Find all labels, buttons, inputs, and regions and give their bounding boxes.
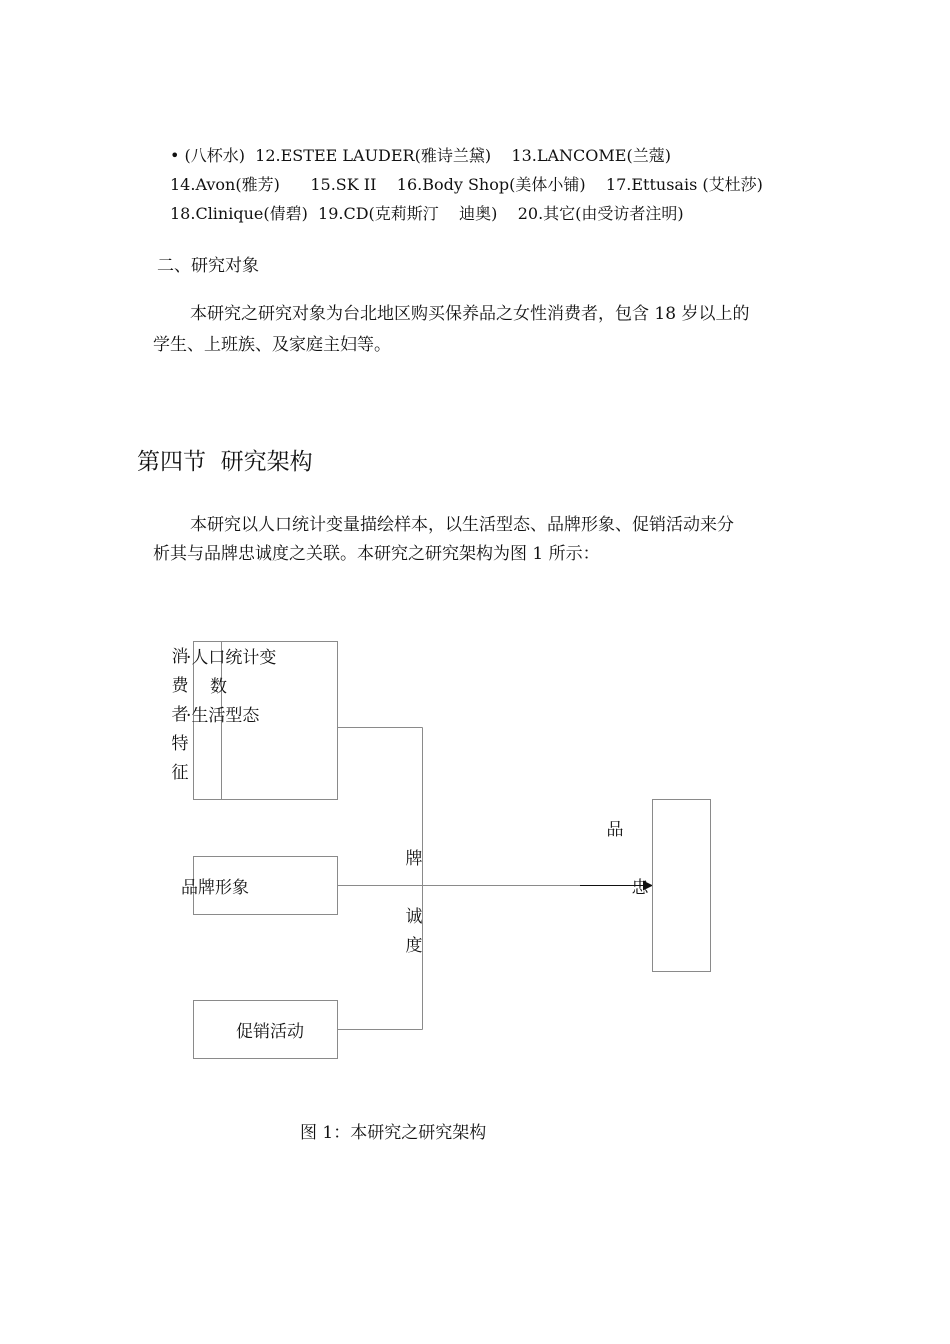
loyalty-label-char: 牌 <box>405 849 423 869</box>
paragraph-line: 学生、上班族、及家庭主妇等。 <box>153 335 391 355</box>
brand-loyalty-box <box>652 799 711 972</box>
consumer-item-demographics-cont: 数 <box>210 677 227 697</box>
promotion-label: 促销活动 <box>236 1022 304 1042</box>
consumer-label-char: 消 <box>171 647 189 667</box>
figure-caption: 图 1：本研究之研究架构 <box>300 1123 487 1143</box>
loyalty-label-char: 诚 <box>405 907 423 927</box>
loyalty-label-char: 忠 <box>631 878 649 898</box>
section-heading-research-framework: 第四节 研究架构 <box>137 449 313 475</box>
loyalty-label-char: 度 <box>405 936 423 956</box>
consumer-label-char: 费 <box>171 676 189 696</box>
consumer-label-char: 者 <box>171 705 189 725</box>
consumer-label-char: 特 <box>171 734 189 754</box>
consumer-item-lifestyle: ·生活型态 <box>186 706 260 726</box>
brand-list-line-2: 14.Avon(雅芳) 15.SK II 16.Body Shop(美体小铺) 17.Ettusais (艾杜莎) <box>170 175 763 194</box>
brand-image-label: 品牌形象 <box>181 878 249 898</box>
loyalty-label-char: 品 <box>606 820 624 840</box>
brand-list-line-1: • (八杯水) 12.ESTEE LAUDER(雅诗兰黛) 13.LANCOME(兰蔻) <box>170 146 671 165</box>
paragraph-line: 本研究以人口统计变量描绘样本，以生活型态、品牌形象、促销活动来分 <box>190 515 734 535</box>
brand-list-line-3: 18.Clinique(倩碧) 19.CD(克莉斯汀 迪奥) 20.其它(由受访者注明) <box>170 204 684 223</box>
paragraph-line: 本研究之研究对象为台北地区购买保养品之女性消费者，包含 18 岁以上的 <box>190 304 750 324</box>
paragraph-line: 析其与品牌忠诚度之关联。本研究之研究架构为图 1 所示： <box>153 544 600 564</box>
consumer-item-demographics: ·人口统计变 <box>186 648 277 668</box>
consumer-label-char: 征 <box>171 763 189 783</box>
section-heading-research-subjects: 二、研究对象 <box>157 256 259 276</box>
